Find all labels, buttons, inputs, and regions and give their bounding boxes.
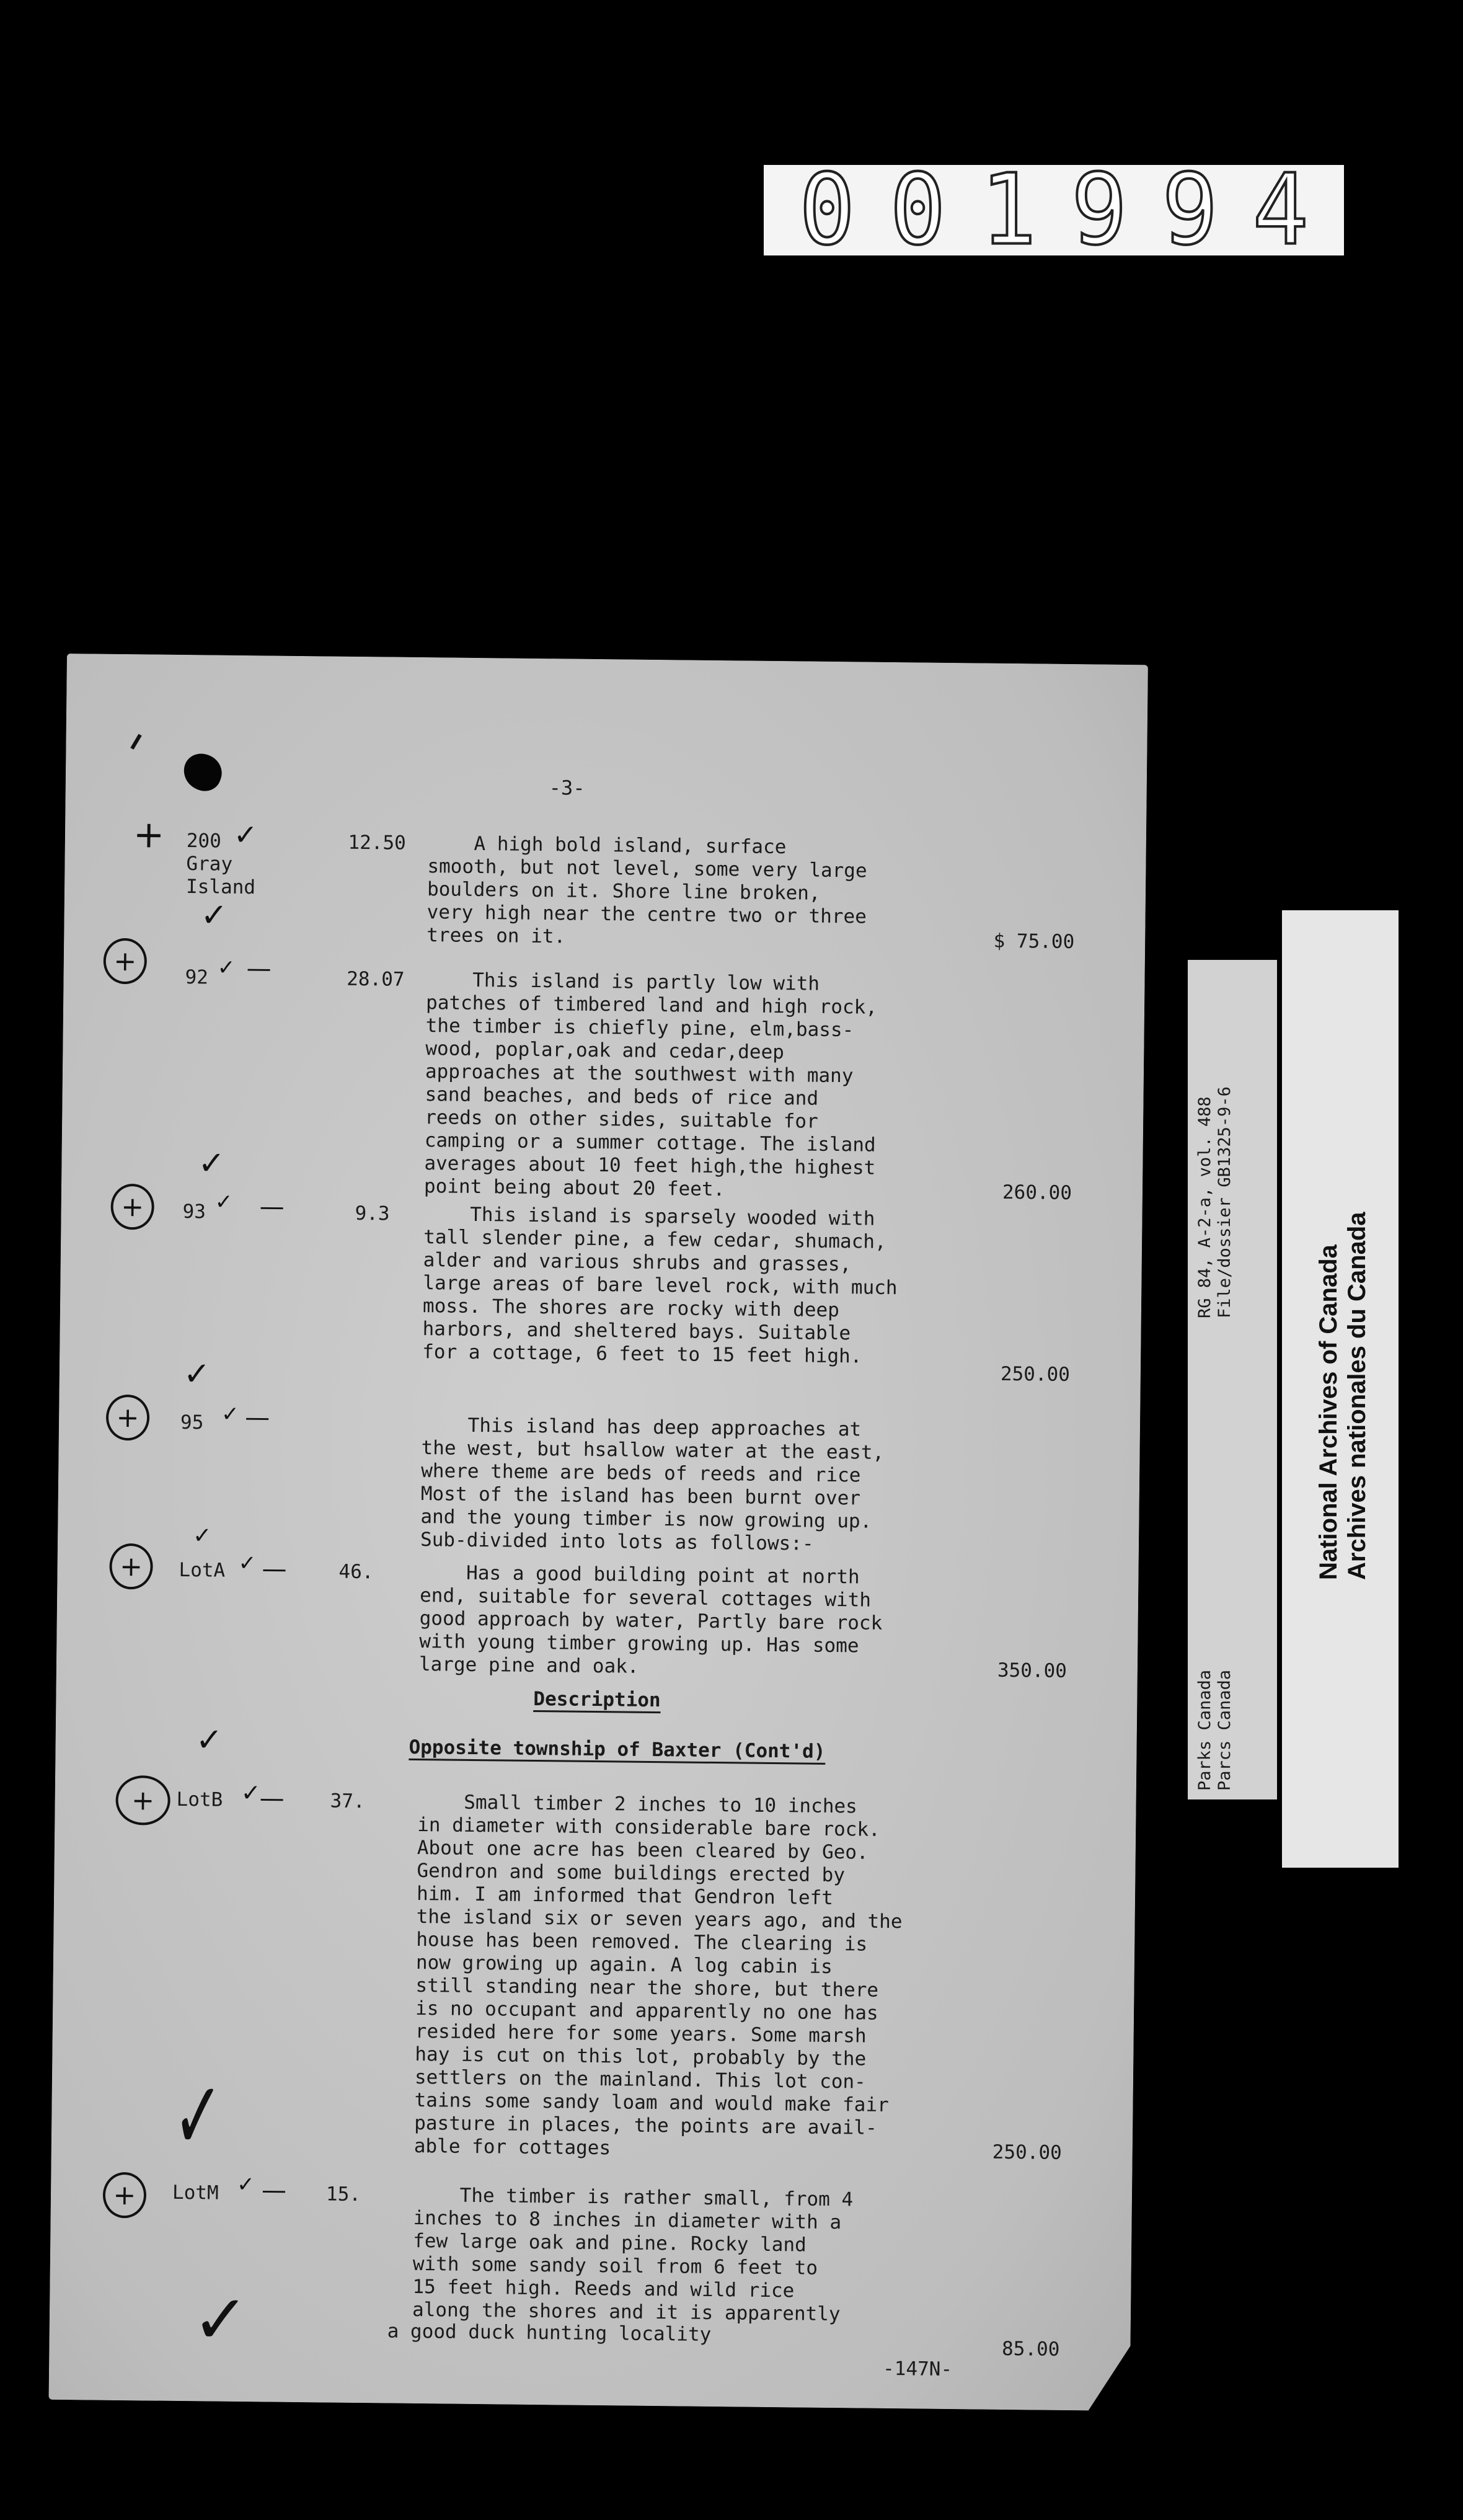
- dash-mark: —: [246, 954, 272, 983]
- lot-acres: 37.: [330, 1790, 365, 1813]
- check-mark-icon: ✓: [221, 1401, 239, 1427]
- check-mark-icon: ✓: [241, 1779, 261, 1807]
- lot-price: 250.00: [992, 2141, 1062, 2164]
- lot-number: 93: [182, 1200, 206, 1223]
- lot-number: LotM: [172, 2181, 219, 2204]
- dash-mark: —: [244, 1403, 270, 1432]
- frame-number-strip: [764, 153, 1344, 267]
- lot-price: 250.00: [1000, 1362, 1071, 1386]
- section-heading: Opposite township of Baxter (Cont'd): [409, 1736, 826, 1763]
- page-number: -3-: [549, 776, 585, 800]
- check-mark-icon: ✓: [214, 1189, 233, 1215]
- circled-plus-icon: +: [106, 1395, 150, 1441]
- document-page: [49, 654, 1148, 2411]
- lot-description: This island is sparsely wooded with tall slender pine, a few cedar, shumach, alder and various shrubs and grasses, large areas of bare level rock, with much moss. The shores are rocky with deep harbors, and sheltered bays. Suitable for a cottage, 6 feet to 15 feet high.: [422, 1203, 898, 1368]
- dash-mark: —: [259, 1192, 285, 1222]
- dash-mark: —: [259, 1784, 285, 1813]
- lot-price: 260.00: [1002, 1181, 1072, 1205]
- ink-speck: [130, 734, 141, 749]
- lot-price: 85.00: [1001, 2337, 1060, 2361]
- circled-plus-icon: +: [109, 1543, 153, 1590]
- check-mark-icon: ✓: [217, 955, 236, 980]
- lot-acres: 12.50: [348, 831, 407, 854]
- lot-description: A high bold island, surface smooth, but not level, some very large boulders on it. Shore line broken, very high near the centre two or three trees on it.: [427, 832, 867, 948]
- circled-plus-icon: +: [103, 2172, 147, 2219]
- reference-label: [1188, 960, 1277, 1799]
- check-mark-icon: ✓: [233, 817, 258, 852]
- circled-plus-icon: +: [115, 1775, 170, 1826]
- lot-description: The timber is rather small, from 4 inches to 8 inches in diameter with a few large oak and pine. Rocky land with some sandy soil from 6 feet to 15 feet high. Reeds and wild rice along the shores and it is apparently: [412, 2183, 854, 2326]
- institution-en: National Archives of Canada: [1315, 1244, 1342, 1580]
- check-mark-icon: ✓: [192, 2279, 250, 2360]
- check-mark-icon: ✓: [200, 897, 228, 934]
- ink-blot: [179, 748, 227, 796]
- last-line: a good duck hunting locality: [387, 2320, 712, 2346]
- lot-description: This island has deep approaches at the west, but hsallow water at the east, where theme are beds of reeds and rice Most of the island has been burnt over and the young timber is now growing up. Sub-divided into lots as follows:-: [420, 1414, 885, 1555]
- plus-mark: +: [133, 813, 165, 857]
- lot-number: 95: [180, 1411, 204, 1434]
- lot-acres: 28.07: [347, 967, 405, 991]
- check-mark-icon: ✓: [172, 2060, 224, 2172]
- check-mark-icon: ✓: [195, 1721, 223, 1759]
- agency-fr: Parcs Canada: [1215, 1669, 1234, 1791]
- agency-en: Parks Canada: [1195, 1669, 1214, 1791]
- check-mark-icon: ✓: [236, 2172, 255, 2198]
- check-mark-icon: ✓: [183, 1355, 211, 1393]
- check-mark-icon: ✓: [192, 1523, 212, 1549]
- frame-number: 001994: [799, 153, 1343, 267]
- lot-number: LotA: [179, 1558, 226, 1582]
- lot-price: $ 75.00: [993, 929, 1075, 954]
- check-mark-icon: ✓: [198, 1145, 226, 1182]
- lot-number: 200: [186, 830, 222, 853]
- lot-price: 350.00: [997, 1659, 1067, 1682]
- dash-mark: —: [262, 1555, 287, 1584]
- lot-acres: 46.: [338, 1560, 374, 1584]
- lot-description: This island is partly low with patches of timbered land and high rock, the timber is chiefly pine, elm,bass- wood, poplar,oak and cedar,deep approaches at the southwest with many sand beaches, and beds of rice and reeds on other sides, suitable for camping or a summer cottage. The island averages about 10 feet high,the highest point being about 20 feet.: [423, 969, 878, 1201]
- archive-label: [1282, 910, 1399, 1868]
- dash-mark: —: [261, 2176, 287, 2205]
- lot-description: Small timber 2 inches to 10 inches in diameter with considerable bare rock. About one acre has been cleared by Geo. Gendron and some buildings erected by him. I am informed that Gendron left the island six or seven years ago, and the house has been removed. The clearing is now growing up again. A log cabin is still standing near the shore, but there is no occupant and apparently no one has resided here for some years. Some marsh hay is cut on this lot, probably by the settlers on the mainland. This lot con- tains some sandy loam and would make fair pasture in places, the points are avail- able for cottages: [413, 1791, 903, 2160]
- file-reference-2: File/dossier GB1325-9-6: [1215, 1086, 1234, 1318]
- lot-number: LotB: [176, 1788, 223, 1811]
- circled-plus-icon: +: [103, 938, 147, 985]
- lot-note: Gray Island: [185, 853, 256, 899]
- lot-description: Has a good building point at north end, suitable for several cottages with good approach by water, Partly bare rock with young timber growing up. Has some large pine and oak.: [418, 1561, 883, 1678]
- circled-plus-icon: +: [110, 1184, 154, 1230]
- lot-number: 92: [185, 966, 209, 989]
- check-mark-icon: ✓: [238, 1550, 257, 1576]
- lot-acres: 15.: [325, 2183, 361, 2206]
- description-heading: Description: [533, 1687, 661, 1712]
- footer-code: -147N-: [882, 2357, 953, 2381]
- file-reference: RG 84, A-2-a, vol. 488: [1195, 1096, 1214, 1318]
- lot-acres: 9.3: [355, 1202, 390, 1225]
- institution-fr: Archives nationales du Canada: [1343, 1212, 1371, 1580]
